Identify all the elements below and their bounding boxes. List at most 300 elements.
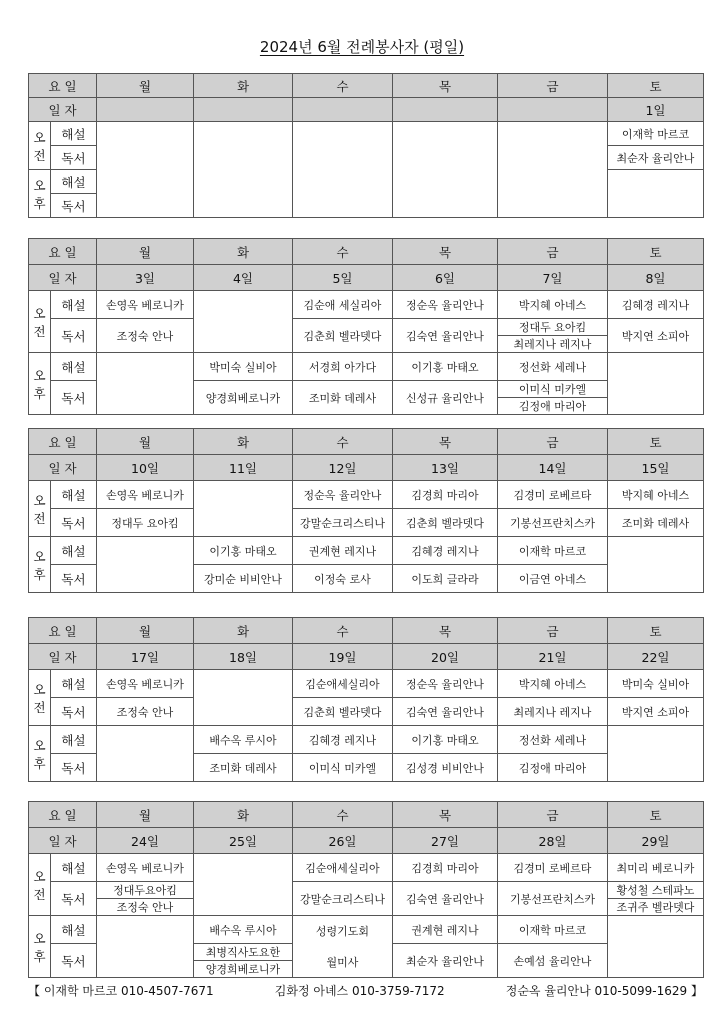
reader-names xyxy=(498,565,607,592)
reader-names xyxy=(608,882,703,915)
am-label-2: 전 xyxy=(33,886,46,902)
date-cell: 13일 xyxy=(393,455,498,481)
volunteer-name: 배수옥 루시아 xyxy=(209,923,277,937)
week-table xyxy=(28,73,704,218)
pm-commentary-cell xyxy=(194,916,293,944)
volunteer-name: 이재학 마르코 xyxy=(518,923,587,937)
am-commentary-cell xyxy=(608,854,704,882)
pm-commentary-cell xyxy=(293,537,393,565)
date-cell: 4일 xyxy=(194,265,293,291)
reader-names xyxy=(498,754,607,781)
week-table xyxy=(28,428,704,593)
volunteer-name: 김경희 마리아 xyxy=(411,488,479,502)
volunteer-name: 조미화 데레사 xyxy=(621,516,690,530)
reader-label: 독서 xyxy=(51,194,97,218)
volunteer-name: 이정숙 로사 xyxy=(314,572,371,586)
commentary-names xyxy=(293,670,392,697)
date-cell: 20일 xyxy=(393,644,498,670)
am-reader-cell xyxy=(498,698,608,726)
volunteer-name: 강미순 비비안나 xyxy=(204,572,282,586)
am-label-2: 전 xyxy=(33,510,46,526)
date-cell: 22일 xyxy=(608,644,704,670)
volunteer-name: 김숙연 율리안나 xyxy=(406,892,484,906)
reader-names xyxy=(97,509,193,536)
volunteer-name: 권계현 레지나 xyxy=(308,544,377,558)
date-cell: 21일 xyxy=(498,644,608,670)
commentary-names xyxy=(293,291,392,318)
reader-names xyxy=(97,319,193,352)
pm-reader-cell xyxy=(293,565,393,593)
reader-names xyxy=(608,146,703,169)
reader-names xyxy=(498,698,607,725)
reader-names xyxy=(293,565,392,592)
weekday-header: 수 xyxy=(293,802,393,828)
reader-names xyxy=(498,509,607,536)
volunteer-name: 김춘희 벨라뎃다 xyxy=(303,329,382,343)
am-reader-cell xyxy=(393,509,498,537)
weekday-header: 금 xyxy=(498,618,608,644)
reader-names xyxy=(498,944,607,977)
volunteer-name: 이기홍 마태오 xyxy=(411,733,479,747)
weekday-header: 목 xyxy=(393,802,498,828)
commentary-label: 해설 xyxy=(51,353,97,381)
commentary-names xyxy=(608,670,703,697)
volunteer-name: 정선화 세레나 xyxy=(518,733,587,747)
am-commentary-cell xyxy=(393,854,498,882)
date-label: 일 자 xyxy=(29,98,97,122)
am-label xyxy=(29,670,51,726)
reader-label: 독서 xyxy=(51,381,97,415)
pm-label-1: 오 xyxy=(33,930,46,946)
empty-cell xyxy=(194,481,293,537)
am-reader-cell xyxy=(608,509,704,537)
date-cell: 26일 xyxy=(293,828,393,854)
pm-commentary-cell xyxy=(194,537,293,565)
commentary-label: 해설 xyxy=(51,122,97,146)
commentary-names xyxy=(393,670,497,697)
am-commentary-cell xyxy=(608,670,704,698)
am-commentary-cell xyxy=(393,481,498,509)
reader-names xyxy=(498,882,607,915)
weekday-header: 화 xyxy=(194,74,293,98)
reader-names xyxy=(393,944,497,977)
volunteer-name: 박지혜 아네스 xyxy=(621,488,690,502)
commentary-names xyxy=(608,291,703,318)
volunteer-name: 강말순크리스티나 xyxy=(299,516,385,530)
pm-label-2: 후 xyxy=(33,566,46,582)
pm-commentary-cell xyxy=(498,916,608,944)
date-cell xyxy=(498,98,608,122)
volunteer-name: 조정숙 안나 xyxy=(116,705,174,719)
commentary-names xyxy=(393,726,497,753)
am-commentary-cell xyxy=(293,481,393,509)
volunteer-name: 신성규 율리안나 xyxy=(406,391,484,405)
am-label-1: 오 xyxy=(33,681,46,697)
volunteer-name: 배수옥 루시아 xyxy=(209,733,277,747)
empty-cell xyxy=(194,854,293,916)
date-cell: 7일 xyxy=(498,265,608,291)
volunteer-name: 김정애 마리아 xyxy=(518,761,587,775)
pm-reader-cell xyxy=(293,754,393,782)
pm-commentary-cell xyxy=(498,353,608,381)
empty-cell xyxy=(393,122,498,218)
page-title xyxy=(0,36,724,57)
date-cell xyxy=(393,98,498,122)
volunteer-name: 최병직사도요한 xyxy=(205,946,281,959)
commentary-names xyxy=(393,481,497,508)
weekday-header: 월 xyxy=(97,239,194,265)
empty-cell xyxy=(608,537,704,593)
weekday-header: 토 xyxy=(608,802,704,828)
am-label-2: 전 xyxy=(33,699,46,715)
empty-cell xyxy=(194,670,293,726)
commentary-label: 해설 xyxy=(51,291,97,319)
volunteer-name: 최레지나 레지나 xyxy=(513,705,592,719)
am-commentary-cell xyxy=(608,122,704,146)
am-commentary-cell xyxy=(608,481,704,509)
weekday-header: 수 xyxy=(293,74,393,98)
weekday-header: 토 xyxy=(608,618,704,644)
reader-names xyxy=(194,754,292,781)
reader-names xyxy=(293,882,392,915)
am-reader-cell xyxy=(293,698,393,726)
date-cell: 14일 xyxy=(498,455,608,481)
commentary-names xyxy=(608,122,703,145)
pm-label xyxy=(29,353,51,415)
pm-commentary-cell xyxy=(194,726,293,754)
weekday-header: 화 xyxy=(194,618,293,644)
am-commentary-cell xyxy=(97,670,194,698)
date-label: 일 자 xyxy=(29,265,97,291)
date-cell: 6일 xyxy=(393,265,498,291)
weekday-header: 수 xyxy=(293,239,393,265)
reader-names xyxy=(393,698,497,725)
am-commentary-cell xyxy=(393,291,498,319)
commentary-names xyxy=(393,353,497,380)
volunteer-name: 황성철 스테파노 xyxy=(616,884,695,897)
volunteer-name: 조정숙 안나 xyxy=(116,329,174,343)
pm-label-1: 오 xyxy=(33,367,46,383)
pm-commentary-cell xyxy=(498,537,608,565)
week-table xyxy=(28,238,704,415)
volunteer-name: 박지혜 아네스 xyxy=(518,298,587,312)
empty-cell xyxy=(97,537,194,593)
volunteer-name: 최미리 베로니카 xyxy=(616,861,695,875)
weekday-label: 요 일 xyxy=(29,802,97,828)
am-commentary-cell xyxy=(498,481,608,509)
volunteer-name: 성령기도회 xyxy=(315,925,370,939)
weekday-header: 토 xyxy=(608,429,704,455)
pm-commentary-cell xyxy=(194,353,293,381)
volunteer-name: 김순애 세실리아 xyxy=(303,298,382,312)
commentary-names xyxy=(393,854,497,881)
weekday-header: 금 xyxy=(498,239,608,265)
volunteer-name: 이금연 아네스 xyxy=(518,572,587,586)
date-cell: 25일 xyxy=(194,828,293,854)
commentary-label: 해설 xyxy=(51,916,97,944)
weekday-header: 토 xyxy=(608,239,704,265)
am-label xyxy=(29,481,51,537)
weekday-label: 요 일 xyxy=(29,429,97,455)
commentary-label: 해설 xyxy=(51,537,97,565)
commentary-label: 해설 xyxy=(51,170,97,194)
reader-names xyxy=(393,882,497,915)
volunteer-name: 김혜경 레지나 xyxy=(411,544,479,558)
pm-reader-cell xyxy=(393,944,498,978)
empty-cell xyxy=(97,726,194,782)
pm-reader-cell xyxy=(194,754,293,782)
commentary-label: 해설 xyxy=(51,670,97,698)
am-reader-cell xyxy=(97,882,194,916)
commentary-names xyxy=(293,726,392,753)
weekday-header: 목 xyxy=(393,74,498,98)
pm-reader-cell xyxy=(498,565,608,593)
am-reader-cell xyxy=(293,319,393,353)
am-reader-cell xyxy=(97,319,194,353)
am-reader-cell xyxy=(498,509,608,537)
contact-1: 【 이재학 마르코 010-4507-7671 xyxy=(28,984,214,998)
event-text xyxy=(293,916,392,977)
reader-names xyxy=(293,381,392,414)
empty-cell xyxy=(608,353,704,415)
commentary-names xyxy=(498,854,607,881)
date-label: 일 자 xyxy=(29,455,97,481)
commentary-names xyxy=(293,854,392,881)
date-cell: 3일 xyxy=(97,265,194,291)
am-reader-cell xyxy=(293,882,393,916)
volunteer-name: 김숙연 율리안나 xyxy=(406,705,484,719)
weekday-header: 목 xyxy=(393,429,498,455)
date-cell xyxy=(97,98,194,122)
commentary-names xyxy=(194,916,292,943)
pm-label-2: 후 xyxy=(33,195,46,211)
volunteer-name: 이미식 미카엘 xyxy=(518,383,587,396)
title-text: 2024년 6월 전례봉사자 (평일) xyxy=(259,38,465,56)
weekday-header: 월 xyxy=(97,74,194,98)
volunteer-name: 최순자 율리안나 xyxy=(406,954,484,968)
date-cell: 24일 xyxy=(97,828,194,854)
empty-cell xyxy=(608,726,704,782)
commentary-names xyxy=(194,537,292,564)
date-cell: 10일 xyxy=(97,455,194,481)
volunteer-name: 기봉선프란치스카 xyxy=(509,516,595,530)
volunteer-name: 조미화 데레사 xyxy=(308,391,377,405)
volunteer-name: 이기홍 마태오 xyxy=(411,360,479,374)
reader-names xyxy=(194,944,292,977)
volunteer-name: 조귀주 벨라뎃다 xyxy=(608,898,703,915)
volunteer-name: 김숙연 율리안나 xyxy=(406,329,484,343)
reader-label: 독서 xyxy=(51,146,97,170)
am-reader-cell xyxy=(97,698,194,726)
volunteer-name: 조미화 데레사 xyxy=(209,761,277,775)
am-commentary-cell xyxy=(97,854,194,882)
volunteer-name: 손영옥 베로니카 xyxy=(106,861,184,875)
volunteer-name: 기봉선프란치스카 xyxy=(509,892,595,906)
weekday-header: 금 xyxy=(498,429,608,455)
am-label xyxy=(29,854,51,916)
pm-commentary-cell xyxy=(293,353,393,381)
weekday-header: 목 xyxy=(393,618,498,644)
volunteer-name: 박미숙 실비아 xyxy=(209,360,277,374)
weekday-header: 월 xyxy=(97,429,194,455)
pm-label xyxy=(29,170,51,218)
date-cell: 5일 xyxy=(293,265,393,291)
pm-commentary-cell xyxy=(393,537,498,565)
date-cell xyxy=(293,98,393,122)
am-commentary-cell xyxy=(393,670,498,698)
empty-cell xyxy=(97,122,194,218)
date-cell: 18일 xyxy=(194,644,293,670)
commentary-names xyxy=(498,537,607,564)
commentary-names xyxy=(498,726,607,753)
pm-commentary-cell xyxy=(393,916,498,944)
reader-names xyxy=(608,509,703,536)
am-reader-cell xyxy=(498,319,608,353)
volunteer-name: 양경희베로니카 xyxy=(194,960,292,977)
commentary-names xyxy=(608,854,703,881)
reader-label: 독서 xyxy=(51,944,97,978)
am-label-1: 오 xyxy=(33,868,46,884)
date-cell: 17일 xyxy=(97,644,194,670)
am-commentary-cell xyxy=(498,854,608,882)
volunteer-name: 김경미 로베르타 xyxy=(513,861,592,875)
pm-reader-cell xyxy=(393,565,498,593)
volunteer-name: 박지연 소피아 xyxy=(621,329,690,343)
am-commentary-cell xyxy=(97,481,194,509)
volunteer-name: 손영옥 베로니카 xyxy=(106,677,184,691)
commentary-names xyxy=(194,353,292,380)
date-cell: 27일 xyxy=(393,828,498,854)
pm-label-1: 오 xyxy=(33,737,46,753)
date-cell: 29일 xyxy=(608,828,704,854)
weekday-header: 수 xyxy=(293,429,393,455)
commentary-label: 해설 xyxy=(51,854,97,882)
commentary-names xyxy=(97,670,193,697)
reader-names xyxy=(608,319,703,352)
reader-names xyxy=(293,509,392,536)
volunteer-name: 박지혜 아네스 xyxy=(518,677,587,691)
date-cell: 12일 xyxy=(293,455,393,481)
reader-names xyxy=(293,754,392,781)
commentary-names xyxy=(498,291,607,318)
am-commentary-cell xyxy=(97,291,194,319)
weekday-header: 월 xyxy=(97,618,194,644)
reader-label: 독서 xyxy=(51,698,97,726)
volunteer-name: 이재학 마르코 xyxy=(621,127,690,141)
volunteer-name: 김경희 마리아 xyxy=(411,861,479,875)
reader-label: 독서 xyxy=(51,565,97,593)
am-reader-cell xyxy=(293,509,393,537)
pm-label-2: 후 xyxy=(33,385,46,401)
empty-cell xyxy=(608,916,704,978)
weekday-header: 금 xyxy=(498,74,608,98)
commentary-names xyxy=(498,916,607,943)
reader-label: 독서 xyxy=(51,319,97,353)
date-label: 일 자 xyxy=(29,644,97,670)
empty-cell xyxy=(194,122,293,218)
weekday-header: 월 xyxy=(97,802,194,828)
pm-label xyxy=(29,537,51,593)
volunteer-name: 정대두요아킴 xyxy=(113,884,177,897)
am-label xyxy=(29,291,51,353)
volunteer-name: 이재학 마르코 xyxy=(518,544,587,558)
pm-reader-cell xyxy=(293,381,393,415)
reader-names xyxy=(293,698,392,725)
volunteer-name: 손영옥 베로니카 xyxy=(106,298,184,312)
volunteer-name: 김춘희 벨라뎃다 xyxy=(303,705,382,719)
reader-label: 독서 xyxy=(51,509,97,537)
volunteer-name: 정대두 요아킴 xyxy=(518,321,587,334)
volunteer-name: 최순자 율리안나 xyxy=(616,151,695,165)
volunteer-name: 김혜경 레지나 xyxy=(308,733,377,747)
commentary-names xyxy=(393,916,497,943)
reader-names xyxy=(393,754,497,781)
reader-names xyxy=(608,698,703,725)
date-cell: 19일 xyxy=(293,644,393,670)
commentary-names xyxy=(293,481,392,508)
pm-label xyxy=(29,916,51,978)
am-reader-cell xyxy=(393,882,498,916)
commentary-label: 해설 xyxy=(51,481,97,509)
volunteer-name: 박미숙 실비아 xyxy=(621,677,690,691)
date-cell: 15일 xyxy=(608,455,704,481)
pm-commentary-cell xyxy=(293,726,393,754)
pm-reader-cell xyxy=(498,944,608,978)
volunteer-name: 권계현 레지나 xyxy=(411,923,479,937)
reader-names xyxy=(194,565,292,592)
pm-reader-cell xyxy=(498,754,608,782)
am-reader-cell xyxy=(608,319,704,353)
am-label-1: 오 xyxy=(33,129,46,145)
volunteer-name: 김정애 마리아 xyxy=(498,397,607,414)
volunteer-name: 조정숙 안나 xyxy=(97,898,193,915)
volunteer-name: 이도희 글라라 xyxy=(411,572,479,586)
volunteer-name: 이미식 미카엘 xyxy=(308,761,377,775)
reader-names xyxy=(393,319,497,352)
volunteer-name: 김순애세실리아 xyxy=(305,861,380,875)
reader-names xyxy=(498,381,607,414)
commentary-names xyxy=(393,537,497,564)
am-label-2: 전 xyxy=(33,147,46,163)
volunteer-name: 이기홍 마태오 xyxy=(209,544,277,558)
volunteer-name: 손예섬 율리안나 xyxy=(513,954,592,968)
volunteer-name: 월미사 xyxy=(326,955,359,969)
contact-2: 김화정 아녜스 010-3759-7172 xyxy=(274,984,445,998)
weekday-header: 수 xyxy=(293,618,393,644)
am-commentary-cell xyxy=(498,291,608,319)
volunteer-name: 정선화 세레나 xyxy=(518,360,587,374)
am-reader-cell xyxy=(393,319,498,353)
am-label-1: 오 xyxy=(33,492,46,508)
weekday-header: 화 xyxy=(194,239,293,265)
pm-commentary-cell xyxy=(393,353,498,381)
commentary-names xyxy=(97,854,193,881)
am-reader-cell xyxy=(608,698,704,726)
volunteer-name: 강말순크리스티나 xyxy=(299,892,385,906)
reader-names xyxy=(293,319,392,352)
am-reader-cell xyxy=(608,146,704,170)
reader-label: 독서 xyxy=(51,882,97,916)
pm-label xyxy=(29,726,51,782)
am-commentary-cell xyxy=(608,291,704,319)
commentary-names xyxy=(498,353,607,380)
contact-footer xyxy=(28,982,703,999)
am-commentary-cell xyxy=(293,854,393,882)
am-label-2: 전 xyxy=(33,323,46,339)
date-cell: 1일 xyxy=(608,98,704,122)
volunteer-name: 정순옥 율리안나 xyxy=(406,677,484,691)
commentary-names xyxy=(608,481,703,508)
